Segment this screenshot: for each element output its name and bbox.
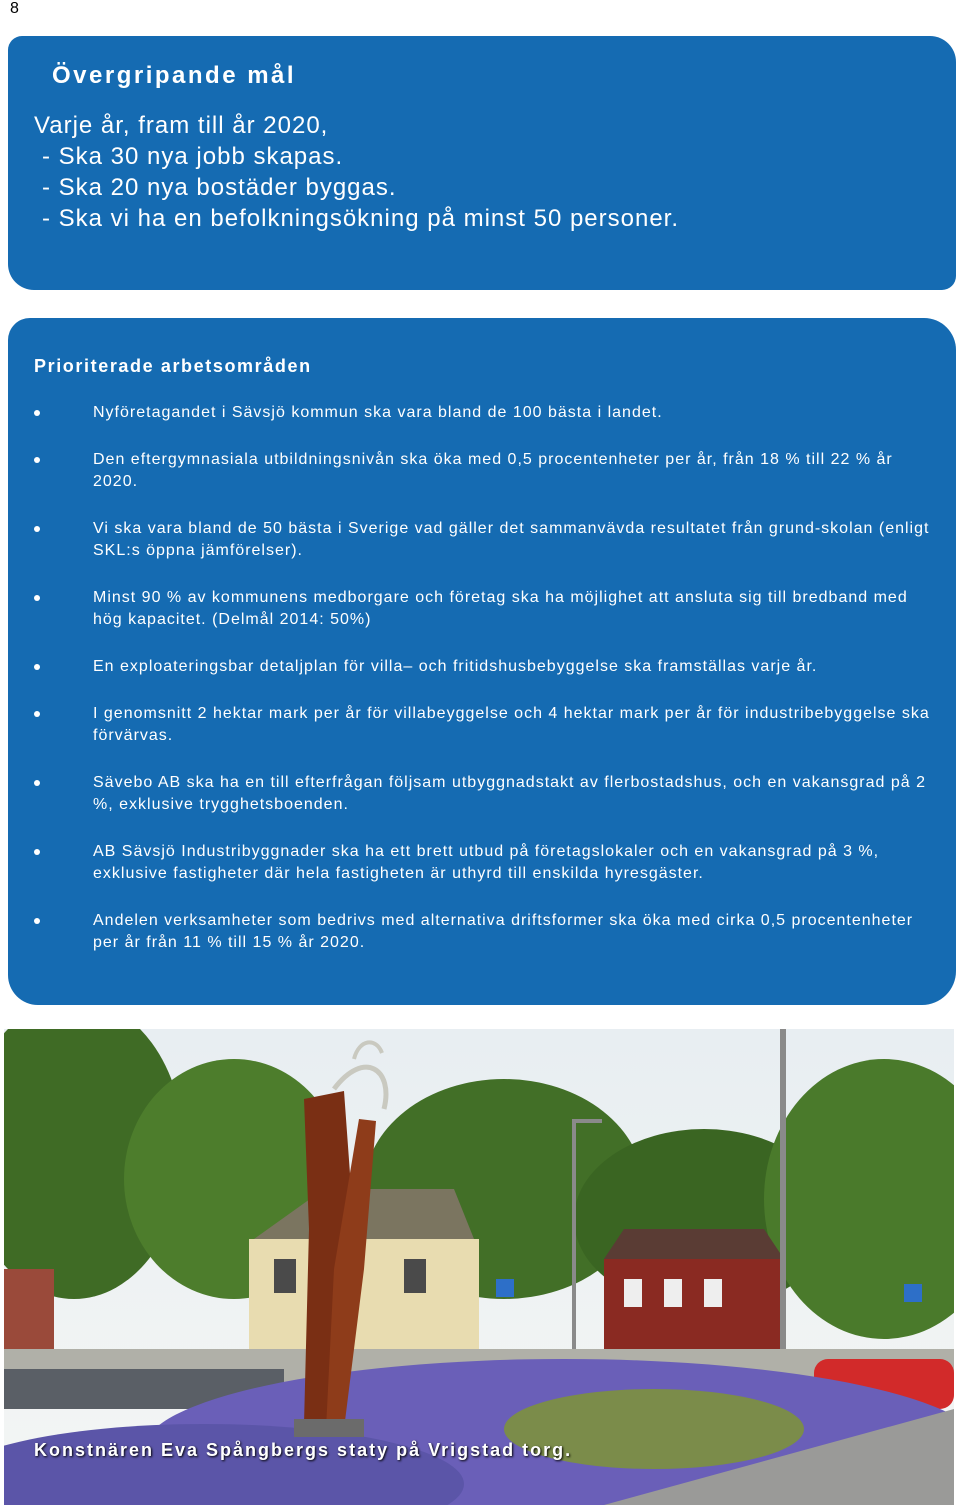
priority-item — [34, 402, 934, 424]
bullet-icon — [34, 457, 40, 463]
goals-intro: Varje år, fram till år 2020, — [34, 112, 329, 139]
page-number: 8 — [10, 0, 19, 17]
bullet-icon — [34, 664, 40, 670]
priority-item — [34, 910, 934, 954]
goal-item: - Ska 20 nya bostäder byggas. — [42, 174, 397, 201]
goal-item: - Ska 30 nya jobb skapas. — [42, 143, 344, 170]
bullet-icon — [34, 780, 40, 786]
priorities-list — [34, 402, 934, 954]
priority-item — [34, 841, 934, 885]
priorities-title: Prioriterade arbetsområden — [34, 356, 312, 376]
bullet-icon — [34, 849, 40, 855]
priority-text: Nyföretagandet i Sävsjö kommun ska vara bland de 100 bästa i landet. — [93, 404, 663, 421]
priority-item — [34, 449, 934, 493]
goal-item: - Ska vi ha en befolkningsökning på minst 50 personer. — [42, 205, 680, 232]
priority-item — [34, 703, 934, 747]
priority-item — [34, 587, 934, 631]
priority-text: Minst 90 % av kommunens medborgare och företag ska ha möjlighet att ansluta sig till bredband med hög kapacitet. (Delmål 2014: 50%) — [93, 589, 908, 628]
priority-text: Den eftergymnasiala utbildningsnivån ska öka med 0,5 procentenheter per år, från 18 % till 22 % år 2020. — [93, 451, 893, 490]
priority-text: Sävebo AB ska ha en till efterfrågan följsam utbyggnadstakt av flerbostadshus, och en vakansgrad på 2 %, exklusive trygghetsboenden. — [93, 774, 927, 813]
priority-text: I genomsnitt 2 hektar mark per år för villabeyggelse och 4 hektar mark per år för industribebyggelse ska förvärvas. — [93, 705, 930, 744]
goals-panel — [8, 36, 956, 290]
photo-caption: Konstnären Eva Spångbergs staty på Vrigstad torg. — [34, 1440, 573, 1460]
bullet-icon — [34, 918, 40, 924]
goals-title: Övergripande mål — [52, 62, 297, 89]
priority-text: Andelen verksamheter som bedrivs med alternativa driftsformer ska öka med cirka 0,5 procentenheter per år från 11 % till 15 % år 2020. — [93, 912, 914, 951]
statue-photo — [4, 1029, 954, 1505]
bullet-icon — [34, 595, 40, 601]
bullet-icon — [34, 526, 40, 532]
priority-text: En exploateringsbar detaljplan för villa– och fritidshusbebyggelse ska framställas varje år. — [93, 658, 818, 675]
statue-photo-illustration — [4, 1029, 954, 1505]
priorities-panel — [8, 318, 956, 1005]
priority-text: Vi ska vara bland de 50 bästa i Sverige vad gäller det sammanvävda resultatet från grund-skolan (enligt SKL:s öppna jämförelser). — [93, 520, 930, 559]
priority-item — [34, 518, 934, 562]
bullet-icon — [34, 711, 40, 717]
goals-list — [34, 141, 956, 234]
priority-item — [34, 656, 934, 678]
bullet-icon — [34, 410, 40, 416]
priority-item — [34, 772, 934, 816]
priority-text: AB Sävsjö Industribyggnader ska ha ett brett utbud på företagslokaler och en vakansgrad på 3 %, exklusive fastigheter där hela fastigheten är uthyrd till enskilda hyresgäster. — [93, 843, 880, 882]
